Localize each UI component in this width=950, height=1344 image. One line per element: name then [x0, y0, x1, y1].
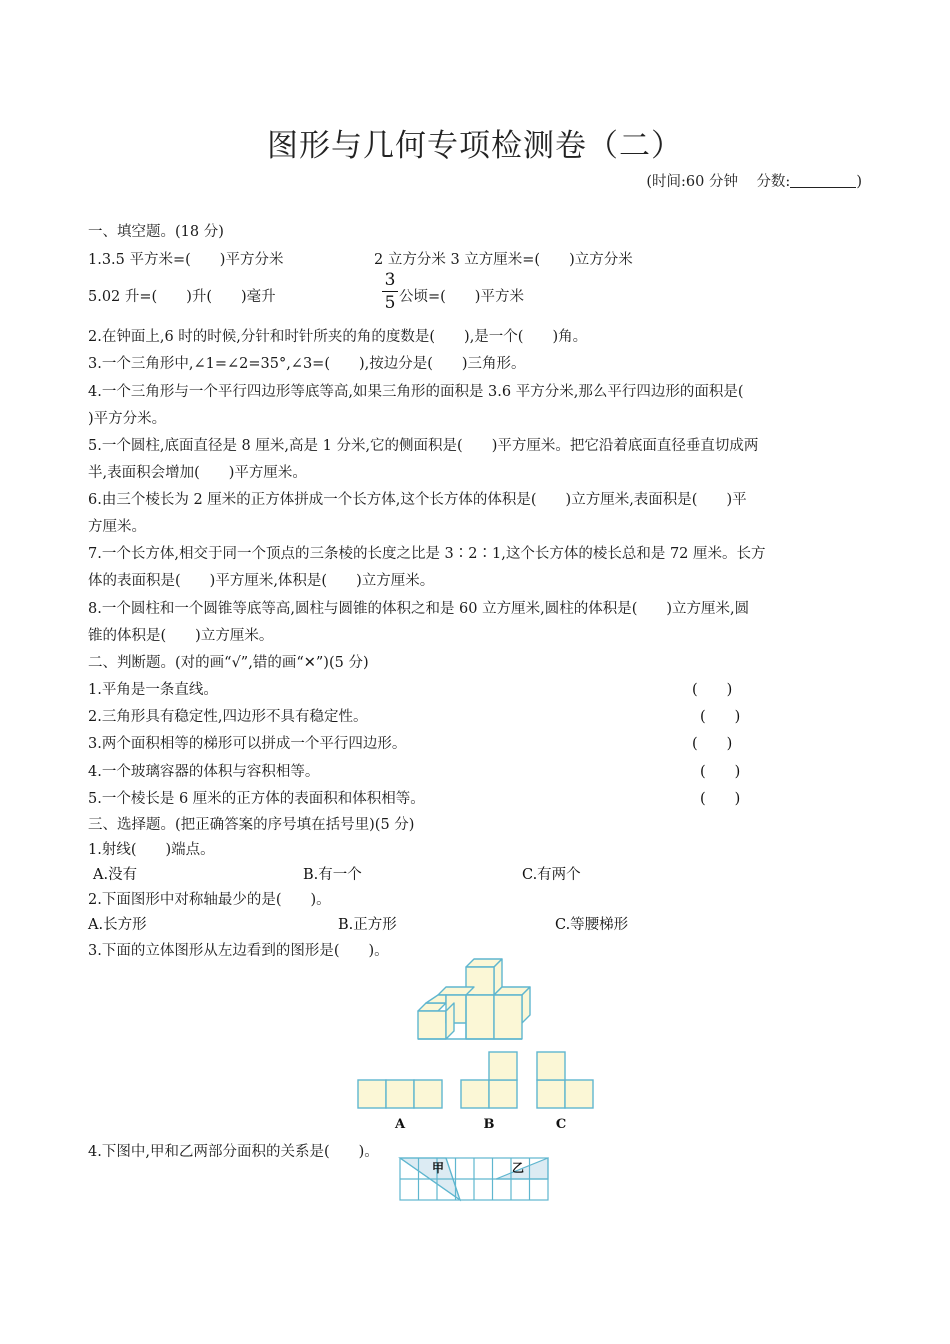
question-7-line1: 7.一个长方体,相交于同一个顶点的三条棱的长度之比是 3∶2∶1,这个长方体的棱长总和是 72 厘米。长方	[88, 546, 766, 562]
cube-top-face	[418, 1003, 446, 1011]
choice-question-1: 1.射线( )端点。	[88, 842, 215, 858]
judge-item-4: 4.一个玻璃容器的体积与容积相等。	[88, 764, 320, 780]
q2-option-b[interactable]: B.正方形	[338, 917, 397, 933]
question-8-line1: 8.一个圆柱和一个圆锥等底等高,圆柱与圆锥的体积之和是 60 立方厘米,圆柱的体积是( )立方厘米,圆	[88, 601, 750, 617]
cube-front-face	[418, 1011, 446, 1039]
q1-part-a: 1.3.5 平方米=( )平方分米	[88, 252, 284, 268]
q2-option-a[interactable]: A.长方形	[88, 917, 147, 933]
judge-answer-5[interactable]: ( )	[700, 791, 741, 807]
q1-part-b: 2 立方分米 3 立方厘米=( )立方分米	[374, 252, 633, 268]
shape-c-label[interactable]: C	[555, 1117, 567, 1132]
question-6-line2: 方厘米。	[88, 519, 146, 535]
section1-heading: 一、填空题。(18 分)	[88, 224, 224, 240]
shape-a-cell	[358, 1080, 386, 1108]
question-5-line1: 5.一个圆柱,底面直径是 8 厘米,高是 1 分米,它的侧面积是( )平方厘米。把它沿着底面直径垂直切成两	[88, 438, 759, 454]
question-5-line2: 半,表面积会增加( )平方厘米。	[88, 465, 307, 481]
question-4-line2: )平方分米。	[88, 411, 167, 427]
choice-question-3: 3.下面的立体图形从左边看到的图形是( )。	[88, 943, 389, 959]
area-comparison-figure	[398, 1155, 552, 1205]
q1-part-c: 5.02 升=( )升( )毫升	[88, 289, 276, 305]
shape-c-cell	[537, 1052, 565, 1080]
fraction-bar	[382, 291, 398, 292]
judge-item-5: 5.一个棱长是 6 厘米的正方体的表面积和体积相等。	[88, 791, 425, 807]
shape-c-cell	[537, 1080, 565, 1108]
shape-a-label[interactable]: A	[394, 1117, 406, 1132]
question-6-line1: 6.由三个棱长为 2 厘米的正方体拼成一个长方体,这个长方体的体积是( )立方厘米,表面积是( )平	[88, 492, 747, 508]
fraction-denominator: 5	[384, 293, 396, 313]
shape-b-cell	[461, 1080, 489, 1108]
shape-b-cell	[489, 1052, 517, 1080]
score-label: 分数:	[756, 174, 791, 190]
judge-answer-1[interactable]: ( )	[692, 682, 733, 698]
shape-c-cell	[565, 1080, 593, 1108]
question-7-line2: 体的表面积是( )平方厘米,体积是( )立方厘米。	[88, 573, 435, 589]
q1-option-a[interactable]: A.没有	[93, 867, 138, 883]
shape-b-label[interactable]: B	[483, 1117, 495, 1132]
question-3: 3.一个三角形中,∠1=∠2=35°,∠3=( ),按边分是( )三角形。	[88, 356, 526, 372]
fraction-numerator: 3	[384, 270, 396, 290]
score-close: )	[856, 174, 862, 190]
option-shapes-figure	[352, 1048, 602, 1138]
cube-front-face	[494, 995, 522, 1039]
question-8-line2: 锥的体积是( )立方厘米。	[88, 628, 274, 644]
q1-option-c[interactable]: C.有两个	[522, 867, 581, 883]
choice-question-4: 4.下图中,甲和乙两部分面积的关系是( )。	[88, 1144, 379, 1160]
cube-stack-figure	[410, 955, 540, 1045]
q2-option-c[interactable]: C.等腰梯形	[555, 917, 629, 933]
judge-item-3: 3.两个面积相等的梯形可以拼成一个平行四边形。	[88, 736, 407, 752]
shape-a-cell	[386, 1080, 414, 1108]
label-yi: 乙	[512, 1161, 525, 1175]
judge-answer-3[interactable]: ( )	[692, 736, 733, 752]
cube-front-face	[466, 995, 494, 1039]
fraction-three-fifths	[382, 270, 398, 313]
judge-item-1: 1.平角是一条直线。	[88, 682, 218, 698]
page-title: 图形与几何专项检测卷（二）	[267, 128, 683, 164]
label-jia: 甲	[432, 1161, 445, 1175]
cube-top-face	[426, 995, 446, 1003]
shape-a-cell	[414, 1080, 442, 1108]
shape-b-cell	[489, 1080, 517, 1108]
question-4-line1: 4.一个三角形与一个平行四边形等底等高,如果三角形的面积是 3.6 平方分米,那么平行四边形的面积是(	[88, 384, 744, 400]
judge-item-2: 2.三角形具有稳定性,四边形不具有稳定性。	[88, 709, 368, 725]
choice-question-2: 2.下面图形中对称轴最少的是( )。	[88, 892, 331, 908]
score-blank[interactable]	[790, 173, 856, 188]
judge-answer-2[interactable]: ( )	[700, 709, 741, 725]
section3-heading: 三、选择题。(把正确答案的序号填在括号里)(5 分)	[88, 817, 415, 833]
section2-heading: 二、判断题。(对的画“√”,错的画“✕”)(5 分)	[88, 655, 369, 671]
question-2: 2.在钟面上,6 时的时候,分针和时针所夹的角的度数是( ),是一个( )角。	[88, 329, 588, 345]
q1-option-b[interactable]: B.有一个	[303, 867, 362, 883]
judge-answer-4[interactable]: ( )	[700, 764, 741, 780]
q1-part-d: 公顷=( )平方米	[399, 289, 524, 305]
exam-meta	[646, 170, 862, 191]
time-label: (时间:60 分钟	[646, 174, 738, 190]
